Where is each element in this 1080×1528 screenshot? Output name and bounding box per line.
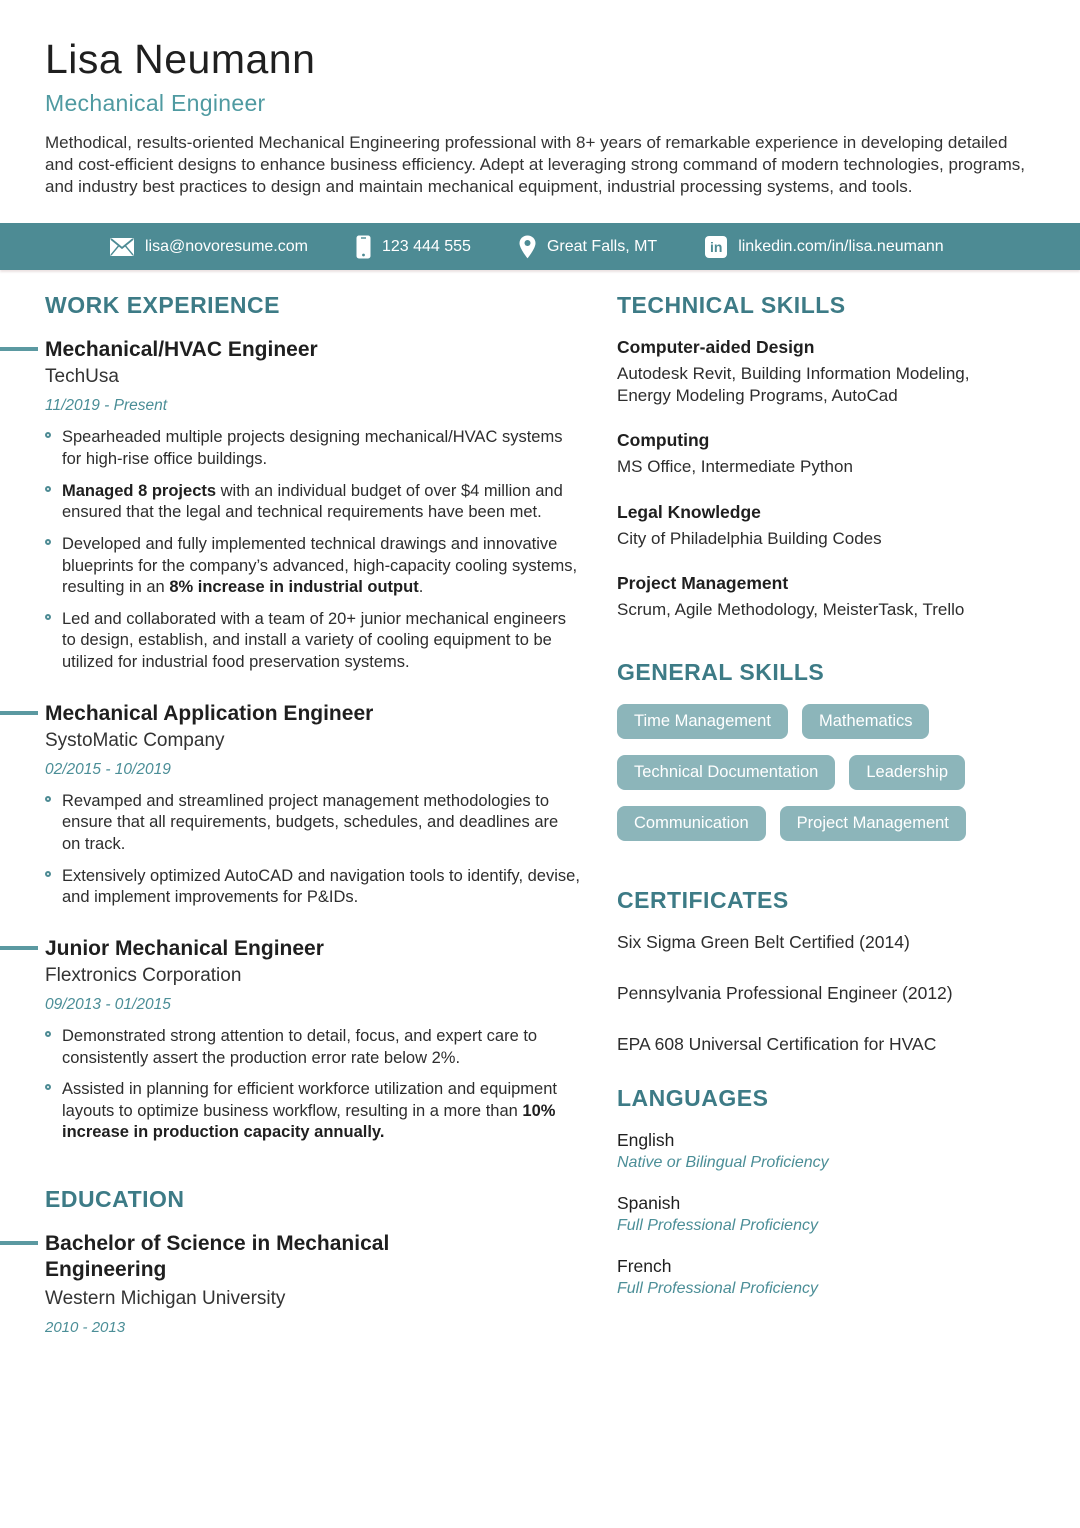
contact-phone [356, 235, 471, 259]
left-column [45, 292, 580, 1362]
technical-skills-list [617, 337, 1007, 620]
skill-tag: Leadership [849, 755, 965, 790]
job-bullet-text [62, 1026, 580, 1069]
content-columns [0, 270, 1080, 1362]
entry-marker-dash [0, 711, 38, 715]
job-bullet-list [45, 427, 580, 673]
job-bullet [45, 1079, 580, 1144]
job-bullet [45, 427, 580, 470]
education-school: Western Michigan University [45, 1287, 286, 1309]
contact-email-text: lisa@novoresume.com [145, 237, 308, 255]
right-column [617, 292, 1007, 1362]
resume-header [0, 0, 1080, 198]
linkedin-icon: in [705, 236, 727, 258]
skill-tag: Communication [617, 806, 766, 841]
contact-email[interactable] [110, 238, 308, 256]
job-bullet-text [62, 866, 580, 909]
technical-skill-group [617, 573, 1007, 621]
bullet-circle-icon [45, 1031, 51, 1037]
certificate-list [617, 932, 1007, 1055]
language-level: Full Professional Proficiency [617, 1279, 818, 1297]
language-item [617, 1256, 1007, 1298]
education-dates: 2010 - 2013 [45, 1318, 126, 1336]
job-bullet [45, 534, 580, 599]
technical-skills-section [617, 292, 1007, 620]
job-bullet-list [45, 791, 580, 909]
contact-linkedin[interactable] [705, 236, 943, 258]
bullet-plain-text: Spearheaded multiple projects designing mechanical/HVAC systems for high-rise office buildings. [62, 428, 563, 469]
contact-linkedin-text: linkedin.com/in/lisa.neumann [738, 237, 944, 255]
education-section [45, 1186, 580, 1336]
job-bullet [45, 866, 580, 909]
job-bullet-text [62, 609, 580, 674]
person-job-title: Mechanical Engineer [45, 90, 266, 116]
language-name: French [617, 1255, 672, 1276]
language-name: Spanish [617, 1192, 681, 1213]
certificate-item: Six Sigma Green Belt Certified (2014) [617, 931, 910, 952]
skill-group-items: MS Office, Intermediate Python [617, 457, 853, 477]
bullet-circle-icon [45, 539, 51, 545]
job-bullet [45, 1026, 580, 1069]
skill-group-name: Computing [617, 430, 710, 451]
job-entry [45, 701, 580, 909]
bullet-circle-icon [45, 432, 51, 438]
skill-tag: Project Management [780, 806, 966, 841]
skill-group-items: Scrum, Agile Methodology, MeisterTask, Trello [617, 599, 965, 619]
work-experience-section [45, 292, 580, 1144]
education-degree: Bachelor of Science in Mechanical Engineering [45, 1232, 390, 1281]
certificates-heading: CERTIFICATES [617, 886, 789, 913]
job-bullet [45, 791, 580, 856]
bullet-circle-icon [45, 1084, 51, 1090]
work-experience-heading: WORK EXPERIENCE [45, 292, 280, 319]
languages-heading: LANGUAGES [617, 1084, 769, 1111]
job-bullet [45, 609, 580, 674]
skill-tag-list [617, 704, 1007, 841]
bullet-plain-text: Led and collaborated with a team of 20+ junior mechanical engineers to design, establish, and install a variety of cooling equipment to be utilized for industrial food preservation systems. [62, 609, 567, 671]
education-entry [45, 1231, 580, 1336]
language-name: English [617, 1129, 675, 1150]
bullet-plain-text: with an individual budget of over $4 million and ensured that the legal and technical requirements have been met. [62, 481, 563, 522]
job-company: TechUsa [45, 366, 119, 388]
skill-tag: Mathematics [802, 704, 930, 739]
languages-section [617, 1085, 1007, 1298]
contact-bar [0, 223, 1080, 270]
bullet-bold-text: 10% increase in production capacity annually. [62, 1101, 556, 1142]
location-pin-icon [519, 235, 536, 259]
profile-summary: Methodical, results-oriented Mechanical Engineering professional with 8+ years of remarkable experience in developing detailed and cost-efficient designs to enhance business efficiency. Adept at leveraging strong command of modern technologies, programs, and industry best practices to design and maintain mechanical equipment, industrial processing systems, and tools. [45, 133, 1025, 197]
bullet-plain-text: Extensively optimized AutoCAD and navigation tools to identify, devise, and implement improvements for P&IDs. [62, 866, 580, 907]
job-entry [45, 337, 580, 673]
skill-group-items: Autodesk Revit, Building Information Modeling, Energy Modeling Programs, AutoCad [617, 364, 970, 406]
certificate-item: EPA 608 Universal Certification for HVAC [617, 1033, 937, 1054]
entry-marker-dash [0, 347, 38, 351]
technical-skill-group [617, 337, 1007, 407]
job-title: Junior Mechanical Engineer [45, 936, 324, 960]
job-bullet-text [62, 427, 580, 470]
bullet-plain-text: Assisted in planning for efficient workforce utilization and equipment layouts to optimize business workflow, resulting in a more than [62, 1080, 557, 1120]
skill-tag: Time Management [617, 704, 788, 739]
skill-group-name: Legal Knowledge [617, 501, 761, 522]
job-title: Mechanical/HVAC Engineer [45, 338, 318, 362]
entry-marker-dash [0, 946, 38, 950]
language-item [617, 1130, 1007, 1172]
language-level: Native or Bilingual Proficiency [617, 1153, 829, 1171]
bullet-circle-icon [45, 614, 51, 620]
language-level: Full Professional Proficiency [617, 1216, 818, 1234]
job-company: Flextronics Corporation [45, 964, 242, 986]
bullet-bold-text: Managed 8 projects [62, 481, 217, 500]
language-item [617, 1193, 1007, 1235]
job-bullet-text [62, 791, 580, 856]
certificate-item: Pennsylvania Professional Engineer (2012) [617, 982, 953, 1003]
job-bullet-list [45, 1026, 580, 1144]
bullet-plain-text: Revamped and streamlined project management methodologies to ensure that all requirements, budgets, schedules, and deadlines are on track. [62, 791, 559, 853]
technical-skill-group [617, 502, 1007, 550]
job-company: SystoMatic Company [45, 729, 225, 751]
skill-group-name: Project Management [617, 572, 789, 593]
education-heading: EDUCATION [45, 1186, 185, 1213]
bullet-plain-text: Demonstrated strong attention to detail, focus, and expert care to consistently assert the production error rate below 2%. [62, 1026, 538, 1067]
job-title: Mechanical Application Engineer [45, 701, 374, 725]
job-dates: 02/2015 - 10/2019 [45, 760, 171, 778]
job-list [45, 337, 580, 1144]
general-skills-heading: GENERAL SKILLS [617, 658, 825, 685]
envelope-icon [110, 238, 134, 256]
bullet-circle-icon [45, 871, 51, 877]
contact-phone-text: 123 444 555 [381, 237, 471, 255]
bullet-plain-text: Developed and fully implemented technical drawings and innovative blueprints for the company’s advanced, high-capacity cooling systems, resulting in an [62, 534, 578, 597]
person-name: Lisa Neumann [45, 36, 316, 82]
certificates-section [617, 887, 1007, 1055]
contact-location-text: Great Falls, MT [546, 237, 658, 255]
phone-icon [356, 235, 371, 259]
technical-skill-group [617, 430, 1007, 478]
job-dates: 09/2013 - 01/2015 [45, 995, 171, 1013]
bullet-circle-icon [45, 486, 51, 492]
skill-tag: Technical Documentation [617, 755, 835, 790]
job-bullet [45, 481, 580, 524]
bullet-circle-icon [45, 796, 51, 802]
job-bullet-text [62, 534, 580, 599]
general-skills-section [617, 659, 1007, 841]
bullet-bold-text: 8% increase in industrial output [169, 578, 419, 597]
bullet-plain-text: . [418, 578, 424, 597]
job-dates: 11/2019 - Present [45, 397, 168, 415]
technical-skills-heading: TECHNICAL SKILLS [617, 292, 846, 319]
job-bullet-text [62, 1079, 580, 1144]
job-bullet-text [62, 481, 580, 524]
entry-marker-dash [0, 1241, 38, 1245]
skill-group-items: City of Philadelphia Building Codes [617, 528, 882, 548]
job-entry [45, 936, 580, 1144]
contact-location [519, 235, 657, 259]
language-list [617, 1130, 1007, 1298]
skill-group-name: Computer-aided Design [617, 337, 815, 358]
